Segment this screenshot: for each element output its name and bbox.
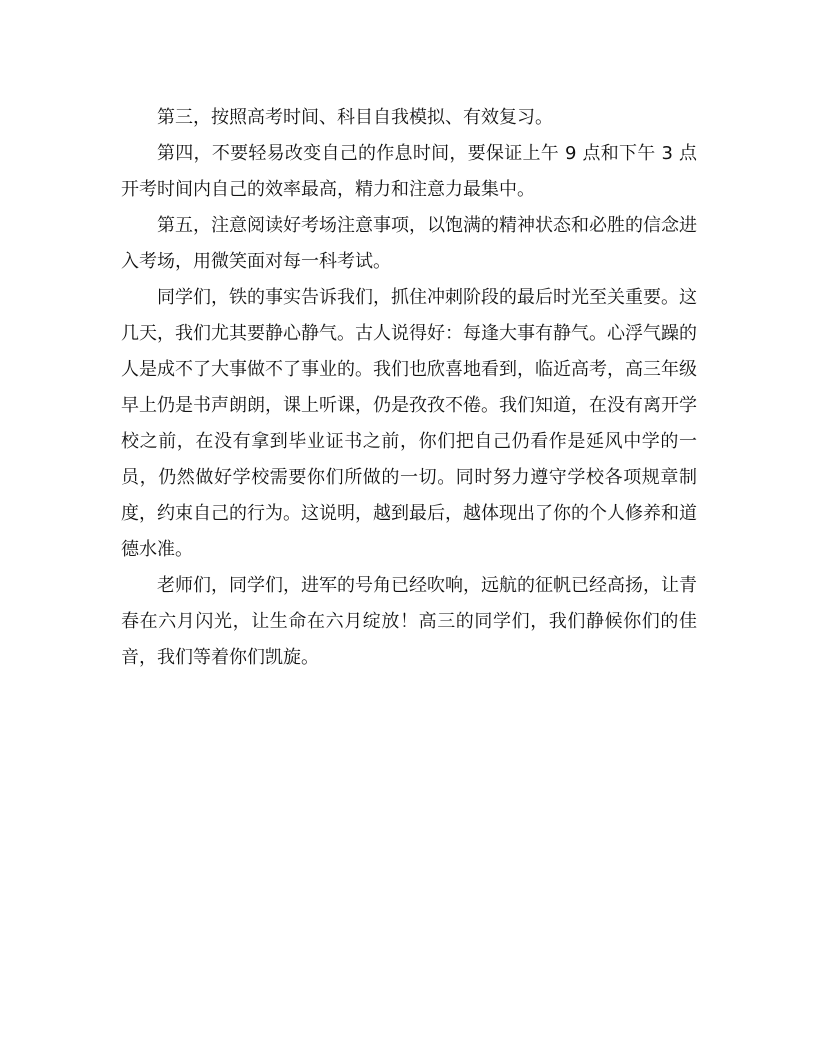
paragraph-closing: 老师们，同学们，进军的号角已经吹响，远航的征帆已经高扬，让青春在六月闪光，让生命在六月绽放！高三的同学们，我们静候你们的佳音，我们等着你们凯旋。: [121, 575, 697, 668]
paragraph-students: 同学们，铁的事实告诉我们，抓住冲刺阶段的最后时光至关重要。这几天，我们尤其要静心静气。古人说得好：每逢大事有静气。心浮气躁的人是成不了大事做不了事业的。我们也欣喜地看到，临近高考，高三年级早上仍是书声朗朗，课上听课，仍是孜孜不倦。我们知道，在没有离开学校之前，在没有拿到毕业证书之前，你们把自己仍看作是延风中学的一员，仍然做好学校需要你们所做的一切。同时努力遵守学校各项规章制度，约束自己的行为。这说明，越到最后，越体现出了你的个人修养和道德水准。: [121, 287, 697, 560]
paragraph-fifth-point: 第五，注意阅读好考场注意事项，以饱满的精神状态和必胜的信念进入考场，用微笑面对每一科考试。: [121, 215, 697, 272]
paragraph-third-point: 第三，按照高考时间、科目自我模拟、有效复习。: [157, 107, 553, 128]
paragraph-fourth-point: 第四，不要轻易改变自己的作息时间，要保证上午 9 点和下午 3 点开考时间内自己的效率最高，精力和注意力最集中。: [121, 143, 697, 200]
document-body: [121, 100, 697, 676]
